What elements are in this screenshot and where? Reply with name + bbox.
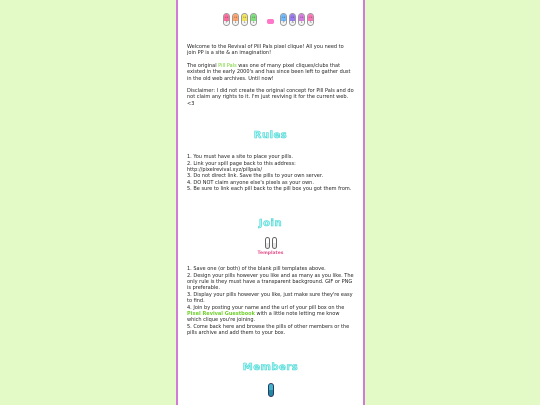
join-step: [187, 305, 354, 324]
members-heading: Members: [242, 361, 299, 373]
rule-link[interactable]: http://pixelrevival.xyz/pillpals/: [187, 167, 263, 174]
rule-item: 1. You must have a site to place your pills.: [187, 154, 293, 161]
join-step: 5. Come back here and browse the pills of other members or the pills archive and add them to your box.: [187, 323, 350, 337]
banner-pill-icon: •• A: [289, 13, 296, 26]
join-step: 2. Design your pills however you like and as many as you like. The only rule is they must have a transparent background. GIF or PNG is preferable.: [187, 272, 354, 292]
disclaimer-text: Disclaimer: I did not create the original concept for Pill Pals and do not claim any rights to it. I'm just reviving it for the current web. <3: [187, 88, 354, 107]
blank-pill-template-icon[interactable]: [272, 237, 277, 249]
rules-heading: Rules: [253, 130, 288, 142]
welcome-text: Welcome to the Revival of Pill Pals pixel clique! All you need to join PP is a site & an imagination!: [187, 44, 344, 57]
join-step-suffix: with a little note letting me know which clique you're joining.: [187, 310, 340, 324]
rules-list: [187, 154, 354, 192]
member-pill-icon[interactable]: [268, 383, 274, 397]
banner-pill-icon: •• L: [298, 13, 305, 26]
banner-pill-icon: •• S: [307, 13, 314, 26]
guestbook-link[interactable]: Pixel Revival Guestbook: [187, 310, 255, 317]
join-step: 3. Display your pills however you like, just make sure they're easy to find.: [187, 291, 353, 305]
banner-pill-icon: •• L: [250, 13, 257, 26]
pill-pals-banner: [187, 0, 354, 44]
original-text: [187, 63, 354, 82]
banner-pill-icon: •• L: [241, 13, 248, 26]
rule-item: 5. Be sure to link each pill back to the pill box you got them from.: [187, 186, 352, 193]
heart-icon: [267, 19, 274, 24]
blank-pill-template-icon[interactable]: [265, 237, 270, 249]
join-step: 1. Save one (or both) of the blank pill templates above.: [187, 266, 326, 273]
blank-pill-templates: [265, 237, 277, 249]
banner-pill-icon: •• P: [223, 13, 230, 26]
join-heading: Join: [258, 217, 283, 229]
banner-pills-left: [223, 13, 257, 26]
join-steps: [187, 266, 354, 336]
templates-box: [187, 237, 354, 257]
rule-item: 2. Link your spill page back to this address:: [187, 160, 296, 167]
banner-pills-right: [280, 13, 314, 26]
original-text-prefix: The original: [187, 62, 219, 69]
original-text-suffix: was one of many pixel cliques/clubs that existed in the early 2000's and has since been left to gather dust in the old web archives. Until now!: [187, 62, 351, 82]
original-pill-pals-link[interactable]: Pill Pals: [218, 62, 237, 69]
banner-pill-icon: •• I: [232, 13, 239, 26]
rule-item: 3. Do not direct link. Save the pills to your own server.: [187, 173, 324, 180]
join-step-prefix: 4. Join by posting your name and the url of your pill box on the: [187, 304, 345, 311]
main-panel: [176, 0, 365, 405]
templates-label: Templates: [257, 250, 284, 256]
rule-item: 4. DO NOT claim anyone else's pixels as your own.: [187, 179, 314, 186]
banner-pill-icon: •• P: [280, 13, 287, 26]
